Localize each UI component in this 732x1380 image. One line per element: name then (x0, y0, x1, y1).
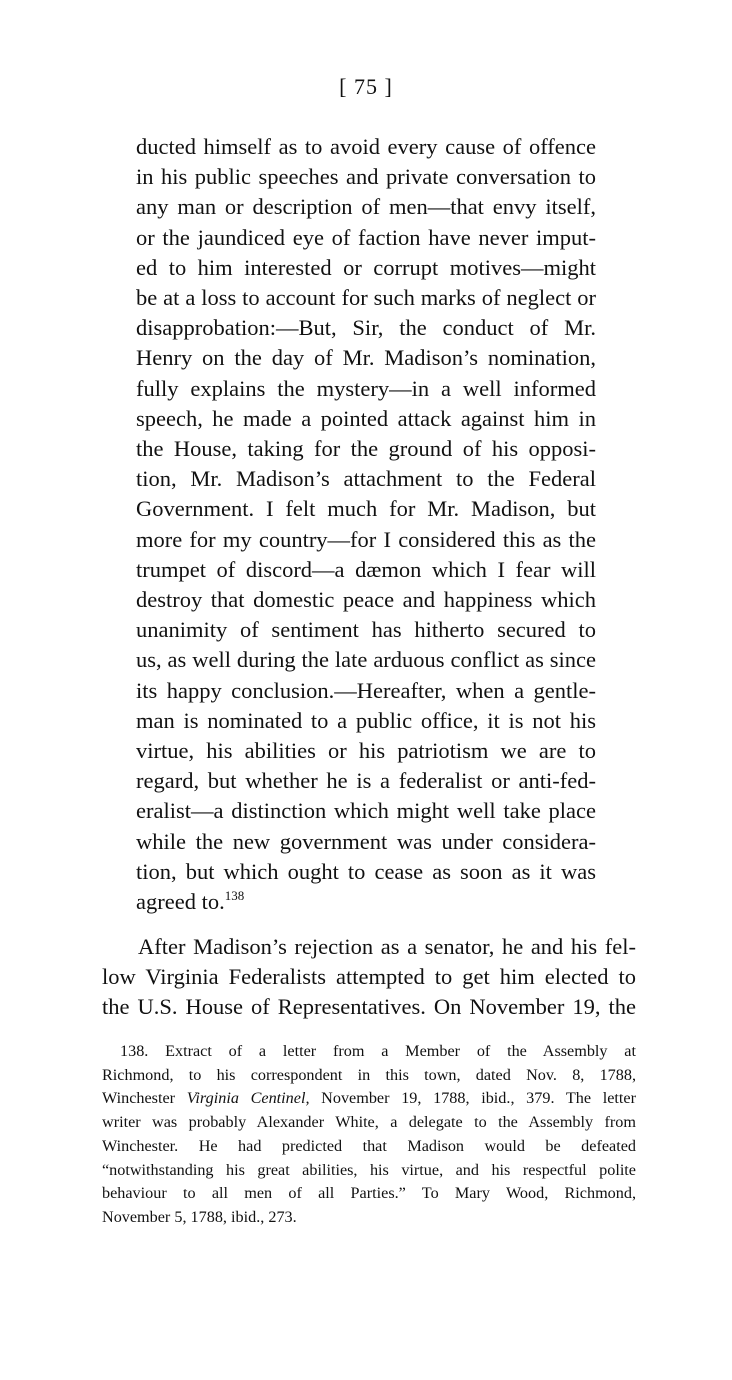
footnote-line: Winchester. He had predicted that Madison would be defeated (102, 1136, 636, 1155)
quote-line: us, as well during the late arduous conflict as since (136, 647, 596, 673)
quote-line: trumpet of discord—a dæmon which I fear will (136, 556, 596, 582)
footnote (102, 1040, 636, 1230)
quote-line: be at a loss to account for such marks of neglect or (136, 285, 596, 311)
quote-line: tion, Mr. Madison’s attachment to the Federal (136, 466, 596, 492)
quote-line: Government. I felt much for Mr. Madison, but (136, 496, 596, 522)
quote-last-line (136, 887, 596, 917)
quote-line: fully explains the mystery—in a well informed (136, 375, 596, 401)
quote-line: in his public speeches and private conversation to (136, 164, 596, 190)
quote-line: unanimity of sentiment has hitherto secured to (136, 617, 596, 643)
quote-line: virtue, his abilities or his patriotism we are to (136, 738, 596, 764)
footnote-line: November 5, 1788, ibid., 273. (102, 1207, 297, 1226)
quote-line: regard, but whether he is a federalist or anti-fed- (136, 768, 596, 794)
paragraph-line: the U.S. House of Representatives. On November 19, the (102, 994, 636, 1020)
quote-line: more for my country—for I considered this as the (136, 526, 596, 552)
paragraph-line: low Virginia Federalists attempted to get him elected to (102, 964, 636, 990)
footnote-line: Richmond, to his correspondent in this town, dated Nov. 8, 1788, (102, 1065, 636, 1084)
quote-line: ducted himself as to avoid every cause of offence (136, 134, 596, 159)
footnote-text: Winchester (102, 1089, 187, 1108)
footnote-line (102, 1087, 636, 1111)
footnote-line: behaviour to all men of all Parties.” To Mary Wood, Richmond, (102, 1184, 636, 1203)
quote-line: while the new government was under considera- (136, 828, 596, 854)
quote-line: destroy that domestic peace and happiness which (136, 587, 596, 613)
footnote-line: writer was probably Alexander White, a delegate to the Assembly from (102, 1113, 636, 1132)
quote-line: ed to him interested or corrupt motives—might (136, 254, 596, 280)
quote-line: tion, but which ought to cease as soon as it was (136, 858, 596, 884)
quote-line: disapprobation:—But, Sir, the conduct of Mr. (136, 315, 596, 341)
footnote-reference[interactable]: 138 (224, 888, 245, 904)
newspaper-title: Virginia Centinel, (186, 1089, 310, 1108)
footnote-text: November 19, 1788, ibid., 379. The letter (309, 1089, 636, 1108)
footnote-line: “notwithstanding his great abilities, his virtue, and his respectful polite (102, 1160, 636, 1179)
page-number: [ 75 ] (339, 74, 393, 99)
paragraph-line: After Madison’s rejection as a senator, he and his fel- (138, 934, 636, 959)
body-paragraph (102, 932, 636, 1023)
quote-line: speech, he made a pointed attack against him in (136, 405, 596, 431)
quote-line: its happy conclusion.—Hereafter, when a gentle- (136, 677, 596, 703)
quote-line: Henry on the day of Mr. Madison’s nomination, (136, 345, 596, 371)
footnote-line: 138. Extract of a letter from a Member of the Assembly at (120, 1042, 636, 1060)
quote-line: man is nominated to a public office, it is not his (136, 707, 596, 733)
block-quote (136, 132, 596, 917)
quote-line: the House, taking for the ground of his opposi- (136, 436, 596, 462)
quote-line: eralist—a distinction which might well take place (136, 798, 596, 824)
quote-last-text: agreed to. (136, 889, 225, 915)
quote-line: any man or description of men—that envy itself, (136, 194, 596, 220)
quote-line: or the jaundiced eye of faction have never imput- (136, 224, 596, 250)
